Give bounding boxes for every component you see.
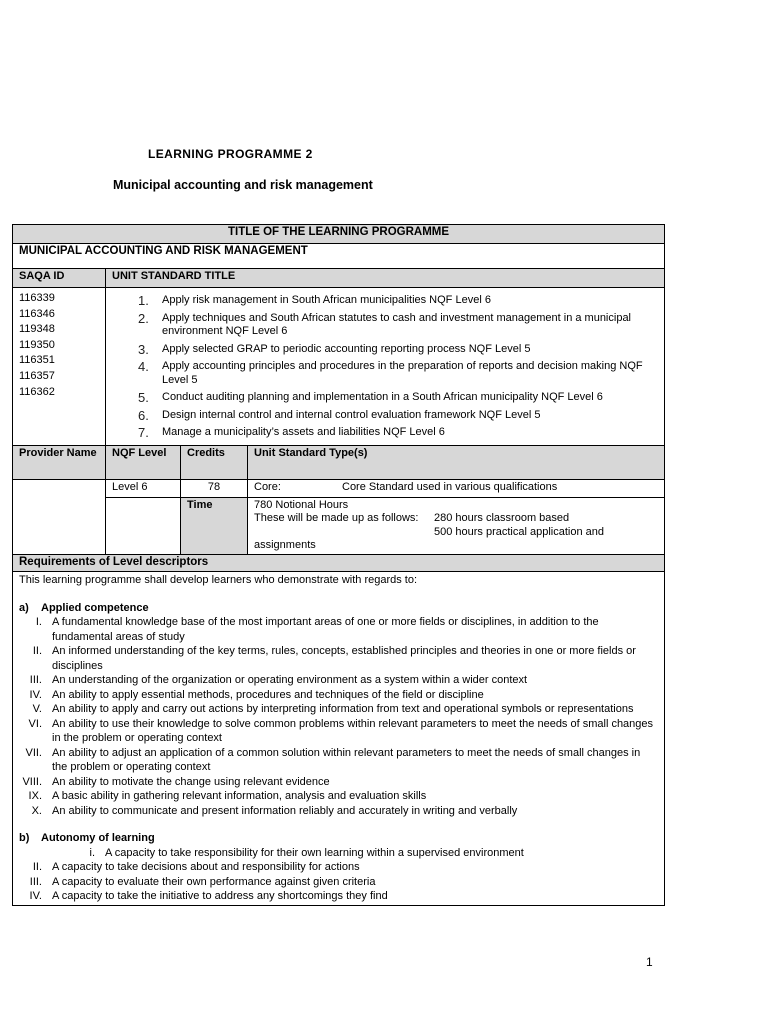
saqa-id: 119348 [19, 323, 55, 336]
item-numeral: IV. [29, 688, 42, 701]
section-b-label: b) [19, 832, 30, 844]
time-row [13, 497, 665, 554]
saqa-id: 116362 [19, 385, 55, 398]
item-text: A capacity to take responsibility for their own learning within a supervised environment [105, 846, 524, 859]
item-text: A capacity to take the initiative to address any shortcomings they find [52, 890, 388, 902]
unit-standards-row [13, 288, 665, 446]
document-title: LEARNING PROGRAMME 2 [148, 147, 313, 161]
item-numeral: III. [29, 875, 42, 888]
nqf-level-empty-cell [106, 497, 181, 554]
section-a-title: Applied competence [41, 601, 149, 614]
core-text: Core Standard used in various qualifications [342, 480, 558, 493]
item-text: An understanding of the organization or operating environment as a system within a wider context [52, 674, 528, 686]
nqf-level-value: Level 6 [106, 479, 181, 497]
requirements-header-row [13, 554, 665, 571]
saqa-id: 116351 [19, 354, 55, 367]
provider-name-cell [13, 479, 106, 554]
item-number: 3. [138, 341, 149, 357]
item-text: An ability to motivate the change using relevant evidence [52, 775, 330, 788]
item-text: An ability to apply essential methods, procedures and techniques of the field or discipline [52, 688, 484, 701]
item-text: An informed understanding of the key terms, rules, concepts, established principles and theories in one or more fields or disciplines [52, 645, 636, 672]
unit-standard-type-cell [248, 479, 665, 497]
competence-item [19, 746, 658, 775]
saqa-id-header: SAQA ID [13, 269, 106, 288]
competence-item [19, 804, 658, 819]
item-text: A capacity to evaluate their own performance against given criteria [52, 875, 376, 888]
item-numeral: i. [89, 846, 95, 859]
saqa-id: 116346 [19, 307, 55, 320]
level-credits-row [13, 479, 665, 497]
item-text: An ability to communicate and present information reliably and accurately in writing and verbally [52, 804, 518, 817]
time-label: Time [181, 497, 248, 554]
item-text: Apply accounting principles and procedures in the preparation of reports and decision making NQF Level 5 [162, 360, 643, 386]
item-text: An ability to adjust an application of a common solution within relevant parameters to meet the needs of small changes in the problem or operating context [52, 746, 641, 773]
requirements-intro: This learning programme shall develop learners who demonstrate with regards to: [19, 573, 418, 586]
competence-item [19, 789, 658, 804]
table-title-row [13, 225, 665, 244]
time-breakdown-practical: 500 hours practical application and [434, 525, 605, 538]
requirements-header: Requirements of Level descriptors [13, 554, 665, 571]
item-numeral: V. [32, 703, 42, 715]
item-numeral: X. [31, 804, 42, 817]
item-numeral: II. [32, 861, 42, 873]
section-b-title: Autonomy of learning [41, 832, 155, 844]
unit-standard-item [138, 360, 658, 387]
column-header-row [13, 269, 665, 288]
credits-header: Credits [181, 445, 248, 479]
item-numeral: IV. [29, 890, 42, 902]
competence-item [19, 775, 658, 790]
item-number: 1. [138, 293, 149, 308]
saqa-id: 119350 [19, 338, 55, 351]
credits-value: 78 [181, 479, 248, 497]
item-number: 2. [138, 310, 149, 326]
item-text: An ability to apply and carry out actions by interpreting information from text and operational symbols or representations [52, 703, 634, 715]
item-number: 6. [138, 407, 149, 423]
competence-item [19, 688, 658, 703]
item-text: A basic ability in gathering relevant information, analysis and evaluation skills [52, 790, 427, 802]
competence-item [19, 673, 658, 688]
core-label: Core: [254, 480, 281, 493]
time-breakdown-classroom: 280 hours classroom based [434, 512, 570, 524]
item-text: Manage a municipality’s assets and liabilities NQF Level 6 [162, 426, 445, 438]
item-number: 4. [138, 359, 149, 374]
item-text: Conduct auditing planning and implementation in a South African municipality NQF Level 6 [162, 391, 603, 403]
requirements-body-row [13, 571, 665, 905]
item-text: Design internal control and internal control evaluation framework NQF Level 5 [162, 408, 541, 421]
unit-standard-item [138, 294, 658, 308]
saqa-id: 116339 [19, 292, 55, 304]
competence-item [19, 702, 658, 717]
item-number: 7. [138, 425, 149, 440]
section-b-heading [19, 831, 658, 846]
unit-standard-item [138, 409, 658, 423]
item-numeral: VIII. [22, 775, 42, 788]
programme-name-row [13, 244, 665, 269]
item-text: Apply risk management in South African municipalities NQF Level 6 [162, 294, 491, 306]
autonomy-item [81, 846, 658, 861]
unit-standard-title-header: UNIT STANDARD TITLE [106, 269, 665, 288]
item-text: An ability to use their knowledge to solve common problems within relevant parameters to meet the needs of small changes in the problem or operating context [52, 717, 654, 744]
page-number: 1 [646, 955, 653, 969]
time-breakdown-intro: These will be made up as follows: [254, 512, 419, 524]
item-numeral: VI. [28, 717, 42, 730]
unit-standard-type-header: Unit Standard Type(s) [248, 445, 665, 479]
provider-name-header: Provider Name [13, 445, 106, 479]
saqa-id: 116357 [19, 369, 55, 382]
unit-standard-item [138, 312, 658, 339]
autonomy-item [19, 875, 658, 890]
competence-item [19, 717, 658, 746]
item-numeral: III. [29, 674, 42, 686]
autonomy-item [19, 889, 658, 904]
competence-item [19, 615, 658, 644]
item-numeral: IX. [28, 790, 42, 802]
requirements-body [13, 571, 665, 905]
competence-item [19, 644, 658, 673]
unit-standard-list [106, 288, 665, 446]
item-text: A capacity to take decisions about and responsibility for actions [52, 861, 360, 873]
item-number: 5. [138, 390, 149, 405]
item-text: A fundamental knowledge base of the most important areas of one or more fields or disciplines, in addition to the fundamental areas of study [52, 616, 599, 643]
time-breakdown-assignments: assignments [254, 539, 316, 551]
section-a-heading [19, 601, 658, 616]
learning-programme-table [12, 224, 665, 906]
item-text: Apply selected GRAP to periodic accounting reporting process NQF Level 5 [162, 342, 531, 355]
section-a-label: a) [19, 601, 29, 614]
programme-name: MUNICIPAL ACCOUNTING AND RISK MANAGEMENT [13, 244, 665, 269]
item-numeral: II. [32, 645, 42, 657]
nqf-level-header: NQF Level [106, 445, 181, 479]
table-title: TITLE OF THE LEARNING PROGRAMME [13, 225, 665, 244]
unit-standard-item [138, 426, 658, 440]
unit-standard-item [138, 343, 658, 357]
time-detail-cell [248, 497, 665, 554]
autonomy-item [19, 860, 658, 875]
unit-standard-item [138, 391, 658, 405]
item-text: Apply techniques and South African statutes to cash and investment management in a municipal environment NQF Level 6 [162, 311, 632, 337]
provider-header-row [13, 445, 665, 479]
saqa-id-list [13, 288, 106, 446]
item-numeral: VII. [25, 746, 42, 759]
item-numeral: I. [35, 616, 42, 628]
document-subtitle: Municipal accounting and risk management [113, 178, 373, 192]
notional-hours: 780 Notional Hours [254, 498, 349, 511]
